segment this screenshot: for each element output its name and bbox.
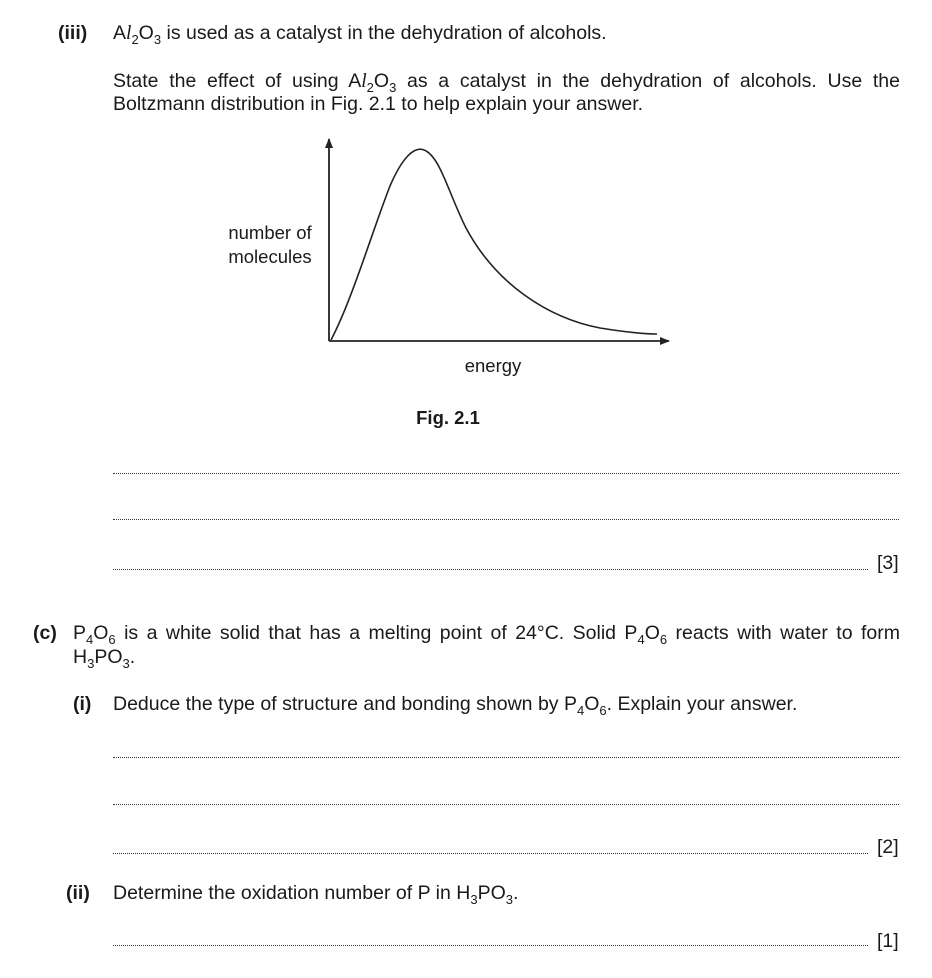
answer-line[interactable] xyxy=(113,942,868,946)
subscript: 3 xyxy=(122,656,130,671)
subscript: 3 xyxy=(389,80,397,95)
subscript: 6 xyxy=(659,632,668,647)
subscript: 6 xyxy=(599,703,607,718)
q-text: O xyxy=(373,70,390,92)
q-text: PO xyxy=(94,646,123,668)
q-text: P xyxy=(73,622,87,644)
x-label: energy xyxy=(464,355,522,376)
subscript: 2 xyxy=(131,32,139,47)
part-iii-question-line2: Boltzmann distribution in Fig. 2.1 to help explain your answer. xyxy=(113,93,644,115)
subscript: 4 xyxy=(637,632,645,647)
formula-al: Al xyxy=(113,22,132,44)
answer-line[interactable] xyxy=(113,566,868,570)
q-text: H xyxy=(73,646,88,668)
boltzmann-curve xyxy=(331,149,657,340)
subscript: 3 xyxy=(87,656,95,671)
part-c-ii-label: (ii) xyxy=(66,882,90,904)
stem-text: is used as a catalyst in the dehydration of alcohols. xyxy=(161,22,607,44)
marks-label: [1] xyxy=(877,930,899,952)
part-c-i-label: (i) xyxy=(73,693,92,715)
answer-line[interactable] xyxy=(113,470,899,474)
part-iii-label: (iii) xyxy=(58,22,88,44)
q-text: . Explain your answer. xyxy=(606,693,798,715)
formula-o: O xyxy=(138,22,154,44)
q-text: as a catalyst in the dehydration of alcohols. Use the xyxy=(396,70,900,92)
subscript: 3 xyxy=(153,32,162,47)
answer-line[interactable] xyxy=(113,754,899,758)
answer-line[interactable] xyxy=(113,516,899,520)
subscript: 2 xyxy=(366,80,374,95)
part-c-label: (c) xyxy=(33,622,57,644)
answer-line[interactable] xyxy=(113,801,899,805)
subscript: 3 xyxy=(505,892,513,907)
marks-label: [3] xyxy=(877,552,899,574)
q-text: Deduce the type of structure and bonding shown by P xyxy=(113,693,577,715)
y-label-line2: molecules xyxy=(228,246,312,267)
subscript: 4 xyxy=(86,632,94,647)
subscript: 3 xyxy=(470,892,478,907)
q-text: . xyxy=(129,646,136,668)
part-c-ii-question xyxy=(113,882,518,905)
q-text: is a white solid that has a melting point of 24°C. Solid P xyxy=(115,622,638,644)
subscript: 6 xyxy=(108,632,116,647)
q-text: reacts with water to form xyxy=(667,622,900,644)
part-c-i-question xyxy=(113,693,797,716)
q-text: . xyxy=(513,882,519,904)
q-text: PO xyxy=(477,882,506,904)
part-c-line2 xyxy=(73,646,135,669)
q-text: O xyxy=(644,622,660,644)
part-c-line1 xyxy=(73,622,900,645)
y-label-line1: number of xyxy=(228,222,312,243)
q-text: O xyxy=(93,622,109,644)
q-text: Determine the oxidation number of P in H xyxy=(113,882,471,904)
subscript: 4 xyxy=(576,703,585,718)
marks-label: [2] xyxy=(877,836,899,858)
figure-caption: Fig. 2.1 xyxy=(416,407,480,428)
q-text: O xyxy=(584,693,600,715)
answer-line[interactable] xyxy=(113,850,868,854)
q-text: State the effect of using Al xyxy=(113,70,367,92)
